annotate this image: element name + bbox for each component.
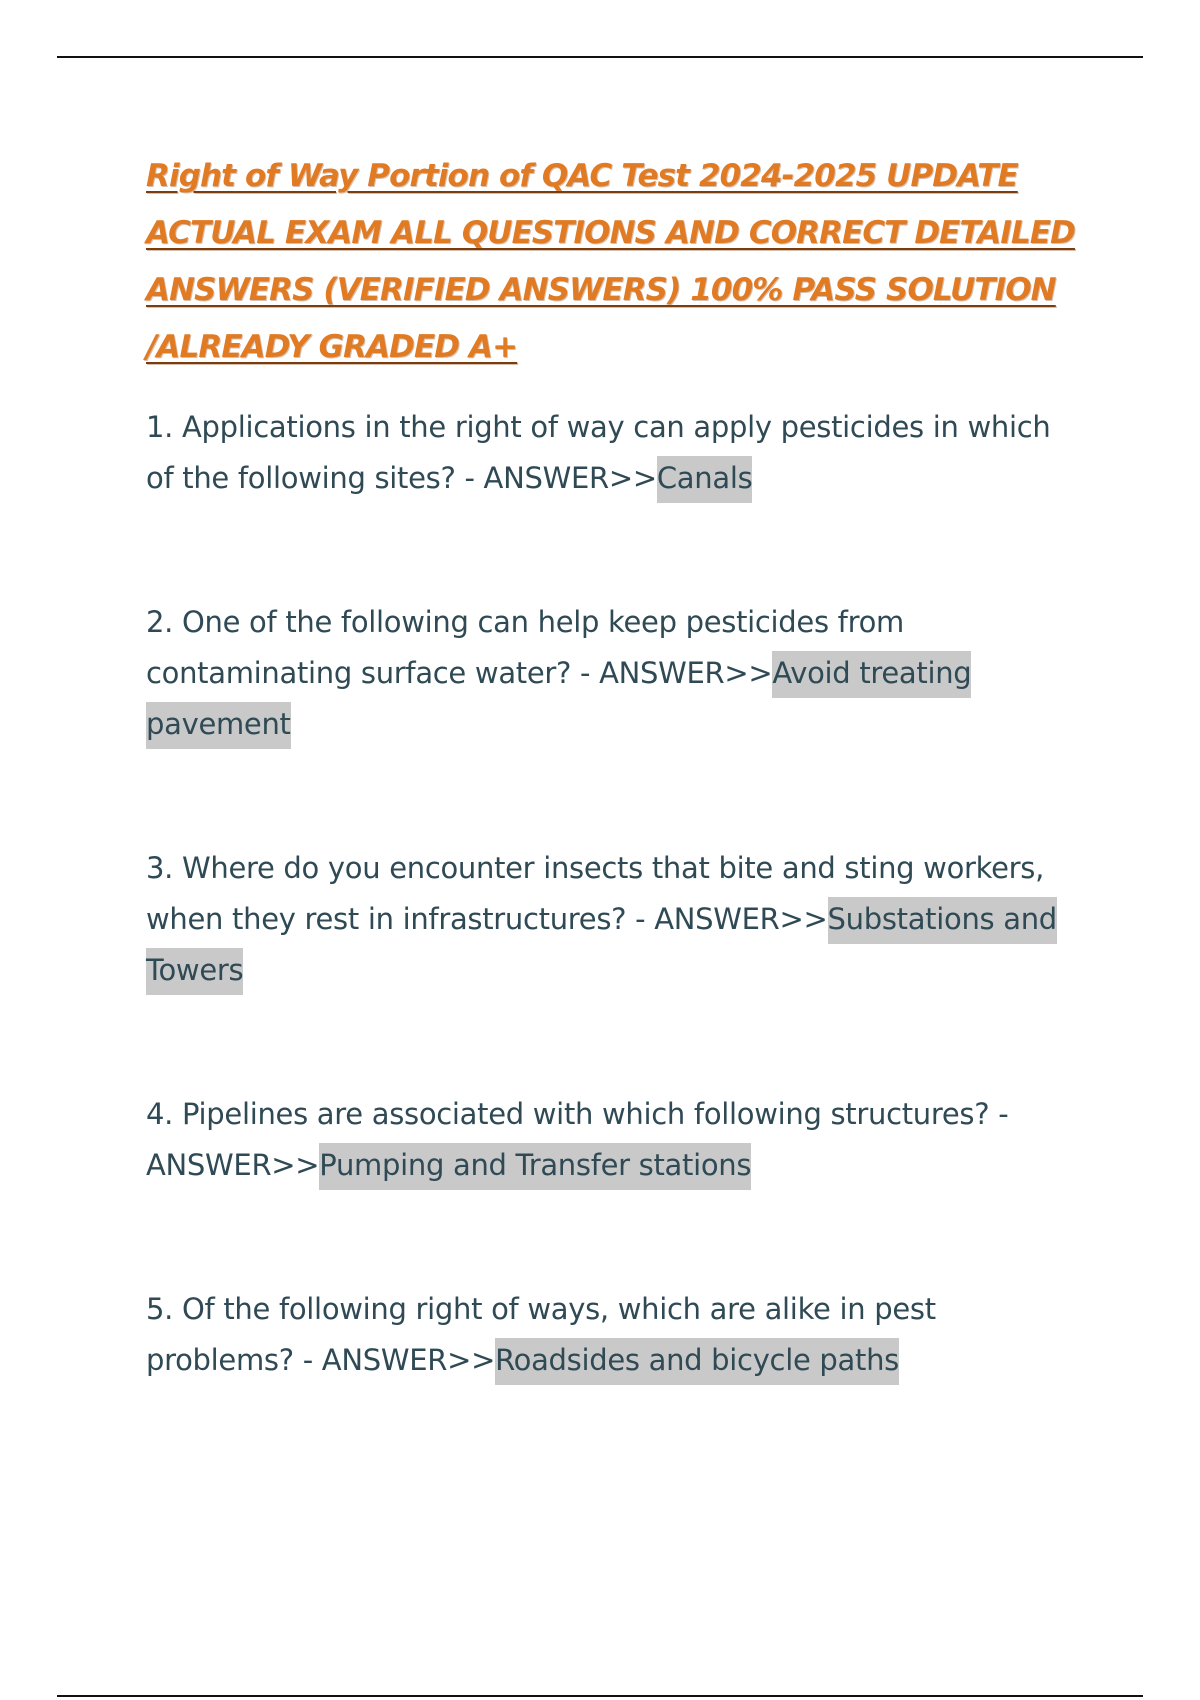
- answer-highlight: Avoid treating pavement: [146, 651, 971, 749]
- qa-item-5: [146, 1284, 1086, 1386]
- answer-highlight: Substations and Towers: [146, 897, 1057, 995]
- document-body: [146, 148, 1086, 1386]
- qa-item-3: [146, 843, 1086, 996]
- document-title: Right of Way Portion of QAC Test 2024-2025 UPDATE ACTUAL EXAM ALL QUESTIONS AND CORRECT DETAILED ANSWERS (VERIFIED ANSWERS) 100% PASS SOLUTION /ALREADY GRADED A+: [146, 158, 1075, 365]
- top-rule: [57, 56, 1143, 58]
- bottom-rule: [57, 1695, 1143, 1697]
- answer-highlight: Canals: [657, 456, 753, 503]
- qa-item-2: [146, 597, 1086, 750]
- question-text: 1. Applications in the right of way can apply pesticides in which of the following sites? - ANSWER>>: [146, 410, 1051, 495]
- question-text: 5. Of the following right of ways, which are alike in pest problems? - ANSWER>>: [146, 1292, 936, 1377]
- qa-item-4: [146, 1089, 1086, 1191]
- question-text: 2. One of the following can help keep pesticides from contaminating surface water? - ANSWER>>: [146, 605, 904, 690]
- answer-highlight: Roadsides and bicycle paths: [495, 1338, 899, 1385]
- question-text: 3. Where do you encounter insects that bite and sting workers, when they rest in infrastructures? - ANSWER>>: [146, 851, 1045, 936]
- qa-item-1: [146, 402, 1086, 504]
- answer-highlight: Pumping and Transfer stations: [319, 1143, 751, 1190]
- question-text: 4. Pipelines are associated with which following structures? - ANSWER>>: [146, 1097, 1009, 1182]
